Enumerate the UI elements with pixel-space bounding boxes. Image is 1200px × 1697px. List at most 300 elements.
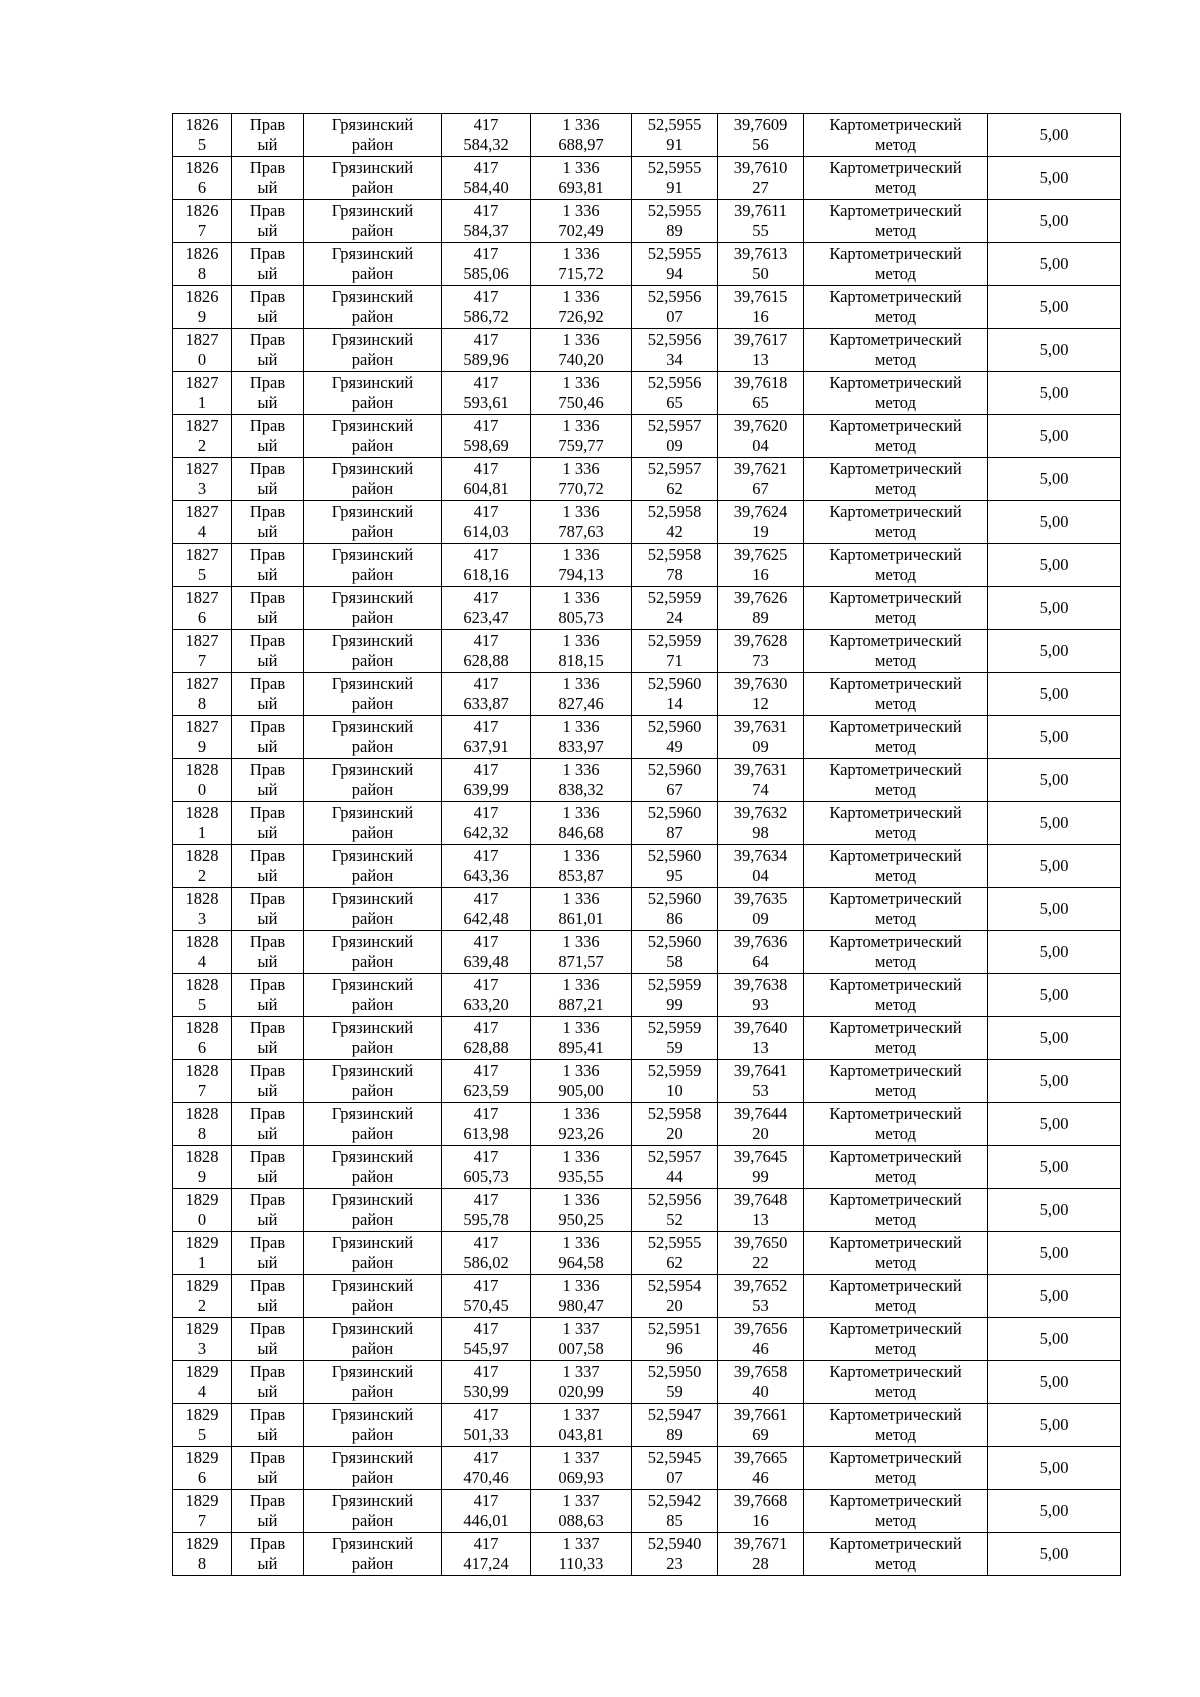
accuracy-cell: 5,00 (988, 114, 1121, 157)
x-coordinate-cell: 417 501,33 (442, 1404, 531, 1447)
longitude-cell: 39,7638 93 (718, 974, 804, 1017)
side-cell: Прав ый (232, 1060, 304, 1103)
x-coordinate-cell: 417 595,78 (442, 1189, 531, 1232)
side-cell: Прав ый (232, 1189, 304, 1232)
y-coordinate-cell: 1 336 935,55 (531, 1146, 632, 1189)
x-coordinate-cell: 417 628,88 (442, 630, 531, 673)
longitude-cell: 39,7621 67 (718, 458, 804, 501)
point-number-cell: 1827 1 (173, 372, 232, 415)
method-cell: Картометрический метод (804, 200, 988, 243)
y-coordinate-cell: 1 336 794,13 (531, 544, 632, 587)
latitude-cell: 52,5956 65 (632, 372, 718, 415)
side-cell: Прав ый (232, 1361, 304, 1404)
latitude-cell: 52,5940 23 (632, 1533, 718, 1576)
point-number-cell: 1827 9 (173, 716, 232, 759)
method-cell: Картометрический метод (804, 1361, 988, 1404)
accuracy-cell: 5,00 (988, 458, 1121, 501)
side-cell: Прав ый (232, 673, 304, 716)
table-row (173, 1318, 1121, 1361)
side-cell: Прав ый (232, 1447, 304, 1490)
point-number-cell: 1829 7 (173, 1490, 232, 1533)
y-coordinate-cell: 1 337 069,93 (531, 1447, 632, 1490)
district-cell: Грязинский район (304, 1189, 442, 1232)
method-cell: Картометрический метод (804, 587, 988, 630)
y-coordinate-cell: 1 336 950,25 (531, 1189, 632, 1232)
table-row (173, 415, 1121, 458)
accuracy-cell: 5,00 (988, 372, 1121, 415)
accuracy-cell: 5,00 (988, 888, 1121, 931)
method-cell: Картометрический метод (804, 931, 988, 974)
accuracy-cell: 5,00 (988, 845, 1121, 888)
x-coordinate-cell: 417 604,81 (442, 458, 531, 501)
method-cell: Картометрический метод (804, 372, 988, 415)
table-row (173, 802, 1121, 845)
district-cell: Грязинский район (304, 372, 442, 415)
x-coordinate-cell: 417 623,59 (442, 1060, 531, 1103)
y-coordinate-cell: 1 336 964,58 (531, 1232, 632, 1275)
accuracy-cell: 5,00 (988, 1060, 1121, 1103)
side-cell: Прав ый (232, 716, 304, 759)
longitude-cell: 39,7658 40 (718, 1361, 804, 1404)
method-cell: Картометрический метод (804, 1490, 988, 1533)
method-cell: Картометрический метод (804, 1232, 988, 1275)
side-cell: Прав ый (232, 1146, 304, 1189)
accuracy-cell: 5,00 (988, 716, 1121, 759)
method-cell: Картометрический метод (804, 1060, 988, 1103)
accuracy-cell: 5,00 (988, 243, 1121, 286)
table-row (173, 1533, 1121, 1576)
method-cell: Картометрический метод (804, 1447, 988, 1490)
longitude-cell: 39,7609 56 (718, 114, 804, 157)
table-row (173, 673, 1121, 716)
x-coordinate-cell: 417 584,40 (442, 157, 531, 200)
method-cell: Картометрический метод (804, 845, 988, 888)
point-number-cell: 1828 7 (173, 1060, 232, 1103)
table-row (173, 1017, 1121, 1060)
point-number-cell: 1827 3 (173, 458, 232, 501)
table-row (173, 243, 1121, 286)
method-cell: Картометрический метод (804, 544, 988, 587)
latitude-cell: 52,5960 49 (632, 716, 718, 759)
district-cell: Грязинский район (304, 1146, 442, 1189)
x-coordinate-cell: 417 585,06 (442, 243, 531, 286)
y-coordinate-cell: 1 337 088,63 (531, 1490, 632, 1533)
district-cell: Грязинский район (304, 1232, 442, 1275)
point-number-cell: 1828 1 (173, 802, 232, 845)
latitude-cell: 52,5959 24 (632, 587, 718, 630)
longitude-cell: 39,7648 13 (718, 1189, 804, 1232)
point-number-cell: 1829 4 (173, 1361, 232, 1404)
table-row (173, 329, 1121, 372)
table-row (173, 157, 1121, 200)
longitude-cell: 39,7624 19 (718, 501, 804, 544)
table-row (173, 630, 1121, 673)
side-cell: Прав ый (232, 544, 304, 587)
x-coordinate-cell: 417 584,37 (442, 200, 531, 243)
latitude-cell: 52,5960 86 (632, 888, 718, 931)
x-coordinate-cell: 417 628,88 (442, 1017, 531, 1060)
method-cell: Картометрический метод (804, 501, 988, 544)
district-cell: Грязинский район (304, 673, 442, 716)
side-cell: Прав ый (232, 458, 304, 501)
latitude-cell: 52,5958 42 (632, 501, 718, 544)
point-number-cell: 1829 1 (173, 1232, 232, 1275)
point-number-cell: 1828 9 (173, 1146, 232, 1189)
x-coordinate-cell: 417 618,16 (442, 544, 531, 587)
y-coordinate-cell: 1 336 693,81 (531, 157, 632, 200)
district-cell: Грязинский район (304, 1017, 442, 1060)
latitude-cell: 52,5955 91 (632, 114, 718, 157)
table-row (173, 1103, 1121, 1146)
table-row (173, 1361, 1121, 1404)
side-cell: Прав ый (232, 1490, 304, 1533)
point-number-cell: 1828 2 (173, 845, 232, 888)
x-coordinate-cell: 417 614,03 (442, 501, 531, 544)
table-row (173, 458, 1121, 501)
y-coordinate-cell: 1 336 726,92 (531, 286, 632, 329)
side-cell: Прав ый (232, 243, 304, 286)
x-coordinate-cell: 417 633,87 (442, 673, 531, 716)
latitude-cell: 52,5955 94 (632, 243, 718, 286)
method-cell: Картометрический метод (804, 329, 988, 372)
accuracy-cell: 5,00 (988, 1232, 1121, 1275)
district-cell: Грязинский район (304, 1447, 442, 1490)
side-cell: Прав ый (232, 1017, 304, 1060)
method-cell: Картометрический метод (804, 1404, 988, 1447)
latitude-cell: 52,5951 96 (632, 1318, 718, 1361)
table-row (173, 372, 1121, 415)
x-coordinate-cell: 417 643,36 (442, 845, 531, 888)
accuracy-cell: 5,00 (988, 673, 1121, 716)
y-coordinate-cell: 1 336 846,68 (531, 802, 632, 845)
y-coordinate-cell: 1 336 853,87 (531, 845, 632, 888)
x-coordinate-cell: 417 637,91 (442, 716, 531, 759)
x-coordinate-cell: 417 589,96 (442, 329, 531, 372)
accuracy-cell: 5,00 (988, 1189, 1121, 1232)
longitude-cell: 39,7626 89 (718, 587, 804, 630)
method-cell: Картометрический метод (804, 243, 988, 286)
district-cell: Грязинский район (304, 1103, 442, 1146)
point-number-cell: 1826 7 (173, 200, 232, 243)
district-cell: Грязинский район (304, 501, 442, 544)
point-number-cell: 1827 7 (173, 630, 232, 673)
accuracy-cell: 5,00 (988, 200, 1121, 243)
latitude-cell: 52,5959 59 (632, 1017, 718, 1060)
side-cell: Прав ый (232, 501, 304, 544)
latitude-cell: 52,5957 62 (632, 458, 718, 501)
method-cell: Картометрический метод (804, 673, 988, 716)
x-coordinate-cell: 417 639,99 (442, 759, 531, 802)
point-number-cell: 1829 6 (173, 1447, 232, 1490)
y-coordinate-cell: 1 336 871,57 (531, 931, 632, 974)
y-coordinate-cell: 1 336 750,46 (531, 372, 632, 415)
y-coordinate-cell: 1 336 923,26 (531, 1103, 632, 1146)
x-coordinate-cell: 417 598,69 (442, 415, 531, 458)
table-row (173, 845, 1121, 888)
y-coordinate-cell: 1 336 838,32 (531, 759, 632, 802)
y-coordinate-cell: 1 336 805,73 (531, 587, 632, 630)
y-coordinate-cell: 1 336 688,97 (531, 114, 632, 157)
coordinates-table (172, 113, 1121, 1576)
y-coordinate-cell: 1 336 861,01 (531, 888, 632, 931)
table-row (173, 974, 1121, 1017)
longitude-cell: 39,7635 09 (718, 888, 804, 931)
point-number-cell: 1828 0 (173, 759, 232, 802)
district-cell: Грязинский район (304, 200, 442, 243)
x-coordinate-cell: 417 642,48 (442, 888, 531, 931)
table-row (173, 1146, 1121, 1189)
side-cell: Прав ый (232, 931, 304, 974)
point-number-cell: 1828 5 (173, 974, 232, 1017)
longitude-cell: 39,7628 73 (718, 630, 804, 673)
table-row (173, 114, 1121, 157)
accuracy-cell: 5,00 (988, 587, 1121, 630)
side-cell: Прав ый (232, 1232, 304, 1275)
y-coordinate-cell: 1 336 905,00 (531, 1060, 632, 1103)
method-cell: Картометрический метод (804, 802, 988, 845)
latitude-cell: 52,5956 34 (632, 329, 718, 372)
y-coordinate-cell: 1 336 702,49 (531, 200, 632, 243)
method-cell: Картометрический метод (804, 1146, 988, 1189)
accuracy-cell: 5,00 (988, 974, 1121, 1017)
x-coordinate-cell: 417 623,47 (442, 587, 531, 630)
side-cell: Прав ый (232, 329, 304, 372)
latitude-cell: 52,5959 99 (632, 974, 718, 1017)
x-coordinate-cell: 417 605,73 (442, 1146, 531, 1189)
longitude-cell: 39,7613 50 (718, 243, 804, 286)
latitude-cell: 52,5955 62 (632, 1232, 718, 1275)
longitude-cell: 39,7650 22 (718, 1232, 804, 1275)
x-coordinate-cell: 417 530,99 (442, 1361, 531, 1404)
point-number-cell: 1829 8 (173, 1533, 232, 1576)
latitude-cell: 52,5955 91 (632, 157, 718, 200)
latitude-cell: 52,5954 20 (632, 1275, 718, 1318)
point-number-cell: 1826 9 (173, 286, 232, 329)
point-number-cell: 1827 5 (173, 544, 232, 587)
y-coordinate-cell: 1 337 007,58 (531, 1318, 632, 1361)
district-cell: Грязинский район (304, 931, 442, 974)
table-row (173, 286, 1121, 329)
x-coordinate-cell: 417 613,98 (442, 1103, 531, 1146)
method-cell: Картометрический метод (804, 458, 988, 501)
side-cell: Прав ый (232, 157, 304, 200)
longitude-cell: 39,7661 69 (718, 1404, 804, 1447)
point-number-cell: 1826 6 (173, 157, 232, 200)
y-coordinate-cell: 1 336 787,63 (531, 501, 632, 544)
x-coordinate-cell: 417 470,46 (442, 1447, 531, 1490)
method-cell: Картометрический метод (804, 114, 988, 157)
longitude-cell: 39,7611 55 (718, 200, 804, 243)
accuracy-cell: 5,00 (988, 1533, 1121, 1576)
longitude-cell: 39,7615 16 (718, 286, 804, 329)
latitude-cell: 52,5957 09 (632, 415, 718, 458)
method-cell: Картометрический метод (804, 974, 988, 1017)
accuracy-cell: 5,00 (988, 1275, 1121, 1318)
y-coordinate-cell: 1 337 043,81 (531, 1404, 632, 1447)
accuracy-cell: 5,00 (988, 1103, 1121, 1146)
side-cell: Прав ый (232, 587, 304, 630)
district-cell: Грязинский район (304, 802, 442, 845)
latitude-cell: 52,5957 44 (632, 1146, 718, 1189)
accuracy-cell: 5,00 (988, 1017, 1121, 1060)
longitude-cell: 39,7630 12 (718, 673, 804, 716)
point-number-cell: 1828 3 (173, 888, 232, 931)
accuracy-cell: 5,00 (988, 802, 1121, 845)
accuracy-cell: 5,00 (988, 415, 1121, 458)
accuracy-cell: 5,00 (988, 1146, 1121, 1189)
district-cell: Грязинский район (304, 1404, 442, 1447)
district-cell: Грязинский район (304, 415, 442, 458)
district-cell: Грязинский район (304, 157, 442, 200)
method-cell: Картометрический метод (804, 1189, 988, 1232)
latitude-cell: 52,5945 07 (632, 1447, 718, 1490)
method-cell: Картометрический метод (804, 759, 988, 802)
longitude-cell: 39,7671 28 (718, 1533, 804, 1576)
accuracy-cell: 5,00 (988, 1361, 1121, 1404)
y-coordinate-cell: 1 336 740,20 (531, 329, 632, 372)
district-cell: Грязинский район (304, 114, 442, 157)
district-cell: Грязинский район (304, 1275, 442, 1318)
district-cell: Грязинский район (304, 329, 442, 372)
method-cell: Картометрический метод (804, 157, 988, 200)
longitude-cell: 39,7620 04 (718, 415, 804, 458)
district-cell: Грязинский район (304, 587, 442, 630)
method-cell: Картометрический метод (804, 1017, 988, 1060)
y-coordinate-cell: 1 336 818,15 (531, 630, 632, 673)
x-coordinate-cell: 417 545,97 (442, 1318, 531, 1361)
district-cell: Грязинский район (304, 974, 442, 1017)
longitude-cell: 39,7636 64 (718, 931, 804, 974)
latitude-cell: 52,5960 95 (632, 845, 718, 888)
point-number-cell: 1828 4 (173, 931, 232, 974)
point-number-cell: 1827 8 (173, 673, 232, 716)
district-cell: Грязинский район (304, 630, 442, 673)
accuracy-cell: 5,00 (988, 1447, 1121, 1490)
district-cell: Грязинский район (304, 1318, 442, 1361)
district-cell: Грязинский район (304, 1533, 442, 1576)
longitude-cell: 39,7617 13 (718, 329, 804, 372)
table-row (173, 587, 1121, 630)
side-cell: Прав ый (232, 1103, 304, 1146)
x-coordinate-cell: 417 584,32 (442, 114, 531, 157)
y-coordinate-cell: 1 337 020,99 (531, 1361, 632, 1404)
side-cell: Прав ый (232, 802, 304, 845)
side-cell: Прав ый (232, 286, 304, 329)
accuracy-cell: 5,00 (988, 1404, 1121, 1447)
longitude-cell: 39,7634 04 (718, 845, 804, 888)
y-coordinate-cell: 1 336 827,46 (531, 673, 632, 716)
latitude-cell: 52,5955 89 (632, 200, 718, 243)
longitude-cell: 39,7618 65 (718, 372, 804, 415)
y-coordinate-cell: 1 336 980,47 (531, 1275, 632, 1318)
accuracy-cell: 5,00 (988, 544, 1121, 587)
table-row (173, 1232, 1121, 1275)
district-cell: Грязинский район (304, 243, 442, 286)
district-cell: Грязинский район (304, 759, 442, 802)
longitude-cell: 39,7644 20 (718, 1103, 804, 1146)
table-row (173, 544, 1121, 587)
side-cell: Прав ый (232, 372, 304, 415)
table-row (173, 888, 1121, 931)
district-cell: Грязинский район (304, 458, 442, 501)
latitude-cell: 52,5960 67 (632, 759, 718, 802)
accuracy-cell: 5,00 (988, 329, 1121, 372)
method-cell: Картометрический метод (804, 1318, 988, 1361)
table-row (173, 1404, 1121, 1447)
point-number-cell: 1828 8 (173, 1103, 232, 1146)
point-number-cell: 1827 0 (173, 329, 232, 372)
latitude-cell: 52,5960 58 (632, 931, 718, 974)
y-coordinate-cell: 1 336 759,77 (531, 415, 632, 458)
y-coordinate-cell: 1 336 833,97 (531, 716, 632, 759)
method-cell: Картометрический метод (804, 1103, 988, 1146)
latitude-cell: 52,5959 71 (632, 630, 718, 673)
latitude-cell: 52,5960 14 (632, 673, 718, 716)
longitude-cell: 39,7610 27 (718, 157, 804, 200)
longitude-cell: 39,7668 16 (718, 1490, 804, 1533)
x-coordinate-cell: 417 639,48 (442, 931, 531, 974)
x-coordinate-cell: 417 417,24 (442, 1533, 531, 1576)
latitude-cell: 52,5958 78 (632, 544, 718, 587)
district-cell: Грязинский район (304, 716, 442, 759)
side-cell: Прав ый (232, 200, 304, 243)
point-number-cell: 1829 2 (173, 1275, 232, 1318)
district-cell: Грязинский район (304, 1490, 442, 1533)
accuracy-cell: 5,00 (988, 1490, 1121, 1533)
table-row (173, 1447, 1121, 1490)
longitude-cell: 39,7632 98 (718, 802, 804, 845)
point-number-cell: 1827 6 (173, 587, 232, 630)
method-cell: Картометрический метод (804, 286, 988, 329)
accuracy-cell: 5,00 (988, 157, 1121, 200)
method-cell: Картометрический метод (804, 716, 988, 759)
longitude-cell: 39,7631 74 (718, 759, 804, 802)
accuracy-cell: 5,00 (988, 931, 1121, 974)
accuracy-cell: 5,00 (988, 501, 1121, 544)
x-coordinate-cell: 417 586,02 (442, 1232, 531, 1275)
district-cell: Грязинский район (304, 1060, 442, 1103)
side-cell: Прав ый (232, 974, 304, 1017)
method-cell: Картометрический метод (804, 1275, 988, 1318)
longitude-cell: 39,7625 16 (718, 544, 804, 587)
latitude-cell: 52,5959 10 (632, 1060, 718, 1103)
method-cell: Картометрический метод (804, 888, 988, 931)
point-number-cell: 1829 3 (173, 1318, 232, 1361)
longitude-cell: 39,7631 09 (718, 716, 804, 759)
table-row (173, 501, 1121, 544)
y-coordinate-cell: 1 337 110,33 (531, 1533, 632, 1576)
longitude-cell: 39,7645 99 (718, 1146, 804, 1189)
x-coordinate-cell: 417 642,32 (442, 802, 531, 845)
district-cell: Грязинский район (304, 888, 442, 931)
x-coordinate-cell: 417 570,45 (442, 1275, 531, 1318)
table-row (173, 931, 1121, 974)
latitude-cell: 52,5958 20 (632, 1103, 718, 1146)
latitude-cell: 52,5956 52 (632, 1189, 718, 1232)
district-cell: Грязинский район (304, 1361, 442, 1404)
side-cell: Прав ый (232, 415, 304, 458)
y-coordinate-cell: 1 336 770,72 (531, 458, 632, 501)
y-coordinate-cell: 1 336 715,72 (531, 243, 632, 286)
side-cell: Прав ый (232, 845, 304, 888)
point-number-cell: 1826 8 (173, 243, 232, 286)
accuracy-cell: 5,00 (988, 1318, 1121, 1361)
table-body (173, 114, 1121, 1576)
side-cell: Прав ый (232, 630, 304, 673)
method-cell: Картометрический метод (804, 415, 988, 458)
method-cell: Картометрический метод (804, 1533, 988, 1576)
point-number-cell: 1828 6 (173, 1017, 232, 1060)
